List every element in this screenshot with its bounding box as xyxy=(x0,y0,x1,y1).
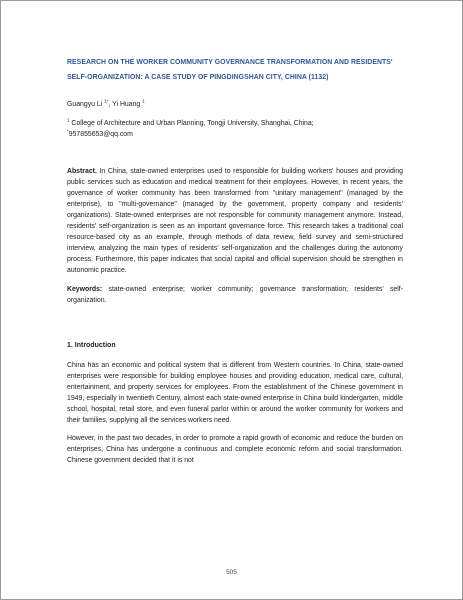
author-separator: , xyxy=(108,101,113,108)
affiliation-text: College of Architecture and Urban Planning, Tongji University, Shanghai, China; xyxy=(69,120,314,127)
section-heading: 1. Introduction xyxy=(67,342,116,349)
abstract-text: In China, state-owned enterprises used to responsible for building workers' houses and providing public services such as education and medical treatment for their employees. However, in recent years, the governance of worker community has been transformed from "unitary management" (managed by the enterprise), to "multi-governance" (managed by the government, property company and residents' organizations). State-owned enterprises are not responsible for community management anymore. Instead, residents' self-organization is seen as an important governance force. This research takes a traditional coal resource-based city as an example, through methods of data review, field survey and semi-structured interview, analyzing the main types of residents' self-organization and the challenges during the autonomy process. Furthermore, this paper indicates that social capital and official supervision should be strengthen in autonomic practice. xyxy=(67,168,403,274)
body-paragraph: China has an economic and political system that is different from Western countries. In China, state-owned enterprises were responsible for building employee houses and providing education, medical care, cultural, entertainment, and property services for employees. From the establishment of the Chinese government in 1949, especially in twentieth Century, almost each state-owned enterprise in China build kindergarten, middle school, hospital, retail store, and even funeral parlor within or around the worker community for workers and their families, supplying all the services workers need. xyxy=(67,362,403,424)
page-content xyxy=(67,55,403,473)
body-paragraph: However, in the past two decades, in order to promote a rapid growth of economic and reduce the burden on enterprises, China has undergone a continuous and complete economic reform and social transformation. Chinese government decided that it is not xyxy=(67,435,403,464)
email-marker: * xyxy=(67,128,69,134)
abstract-label: Abstract. xyxy=(67,168,97,175)
abstract xyxy=(67,166,403,276)
page-number: 505 xyxy=(226,569,237,576)
author-email: 957855653@qq.com xyxy=(68,131,133,138)
author-name: Yi Huang xyxy=(112,101,143,108)
affiliation-block xyxy=(67,118,403,140)
author-affiliation-marker: 1* xyxy=(104,98,109,104)
author-affiliation-marker: 1 xyxy=(142,98,145,104)
author-name: Guangyu Li xyxy=(67,101,105,108)
keywords-text: state-owned enterprise; worker community; governance transformation; residents' self-organization. xyxy=(67,286,403,304)
keywords-label: Keywords: xyxy=(67,286,103,293)
paper-title: RESEARCH ON THE WORKER COMMUNITY GOVERNANCE TRANSFORMATION AND RESIDENTS' SELF-ORGANIZATION: A CASE STUDY OF PINGDINGSHAN CITY, CHINA (1132) xyxy=(67,59,393,81)
affiliation-marker: 1 xyxy=(67,117,70,123)
keywords xyxy=(67,284,403,306)
author-line xyxy=(67,99,403,110)
